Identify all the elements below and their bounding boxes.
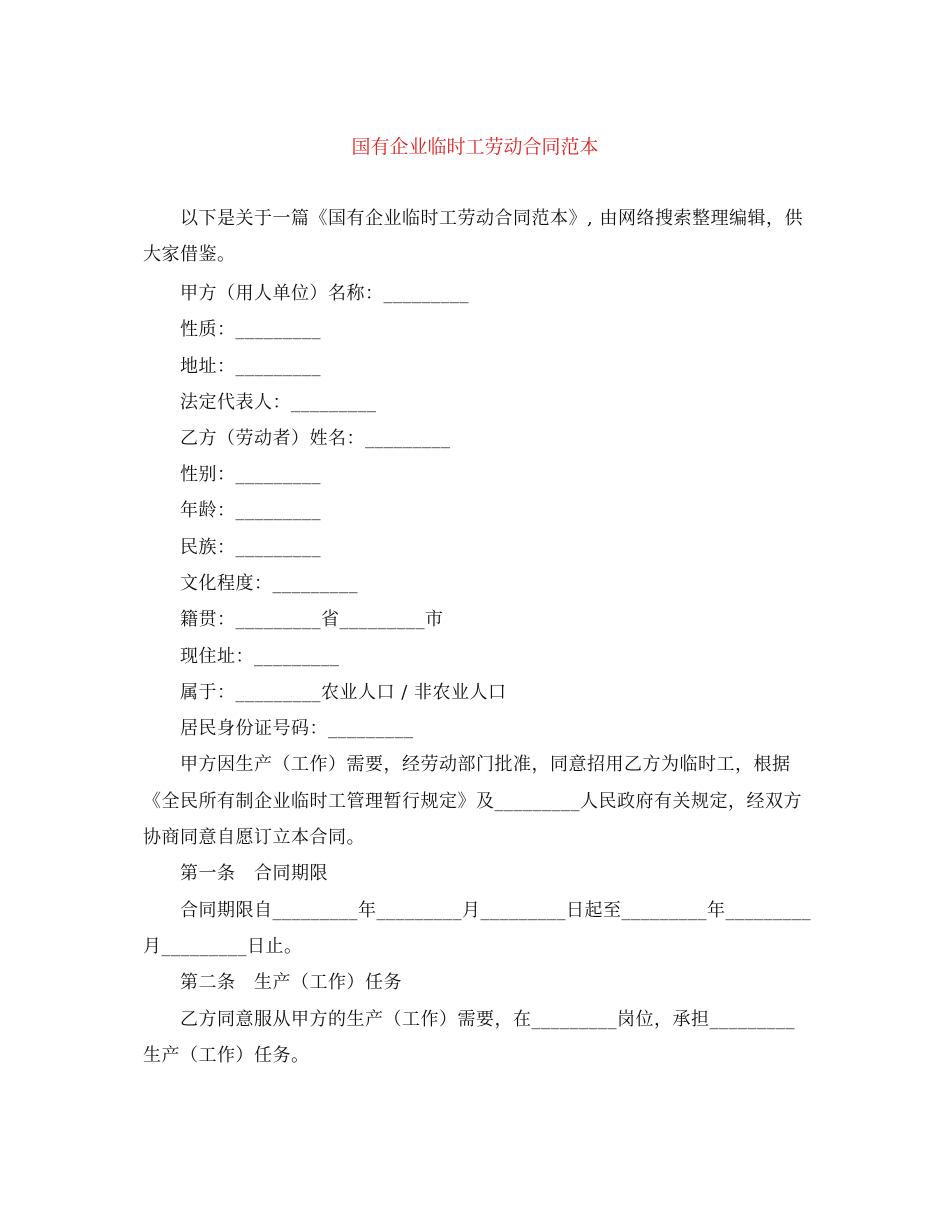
party-b-gender: 性别：_________ bbox=[180, 464, 321, 485]
article-2-line-2: 生产（工作）任务。 bbox=[143, 1045, 310, 1066]
party-b-origin: 籍贯：_________省_________市 bbox=[180, 609, 444, 630]
party-b-name: 乙方（劳动者）姓名：_________ bbox=[180, 428, 451, 449]
party-b-id-number: 居民身份证号码：_________ bbox=[180, 718, 414, 739]
document-title: 国有企业临时工劳动合同范本 bbox=[351, 136, 599, 158]
party-b-education: 文化程度：_________ bbox=[180, 573, 358, 594]
party-b-age: 年龄：_________ bbox=[180, 500, 321, 521]
article-1-heading: 第一条 合同期限 bbox=[180, 863, 328, 884]
party-a-address: 地址：_________ bbox=[180, 356, 321, 377]
party-a-name: 甲方（用人单位）名称：_________ bbox=[180, 283, 469, 304]
article-1-line-1: 合同期限自_________年_________月_________日起至_________年_________ bbox=[180, 900, 811, 921]
party-a-legal-rep: 法定代表人：_________ bbox=[180, 392, 377, 413]
party-b-hukou: 属于：_________农业人口 / 非农业人口 bbox=[180, 682, 507, 703]
party-b-residence: 现住址：_________ bbox=[180, 646, 340, 667]
article-1-line-2: 月_________日止。 bbox=[143, 936, 303, 957]
preamble-line-2: 《全民所有制企业临时工管理暂行规定》及_________人民政府有关规定，经双方 bbox=[143, 791, 802, 812]
preamble-line-1: 甲方因生产（工作）需要，经劳动部门批准，同意招用乙方为临时工，根据 bbox=[180, 754, 791, 775]
article-2-heading: 第二条 生产（工作）任务 bbox=[180, 972, 402, 993]
party-b-ethnicity: 民族：_________ bbox=[180, 537, 321, 558]
intro-line-2: 大家借鉴。 bbox=[143, 244, 236, 265]
preamble-line-3: 协商同意自愿订立本合同。 bbox=[143, 827, 365, 848]
party-a-nature: 性质：_________ bbox=[180, 319, 321, 340]
article-2-line-1: 乙方同意服从甲方的生产（工作）需要，在_________岗位，承担_________ bbox=[180, 1009, 795, 1030]
intro-line-1: 以下是关于一篇《国有企业临时工劳动合同范本》, 由网络搜索整理编辑，供 bbox=[180, 208, 803, 229]
